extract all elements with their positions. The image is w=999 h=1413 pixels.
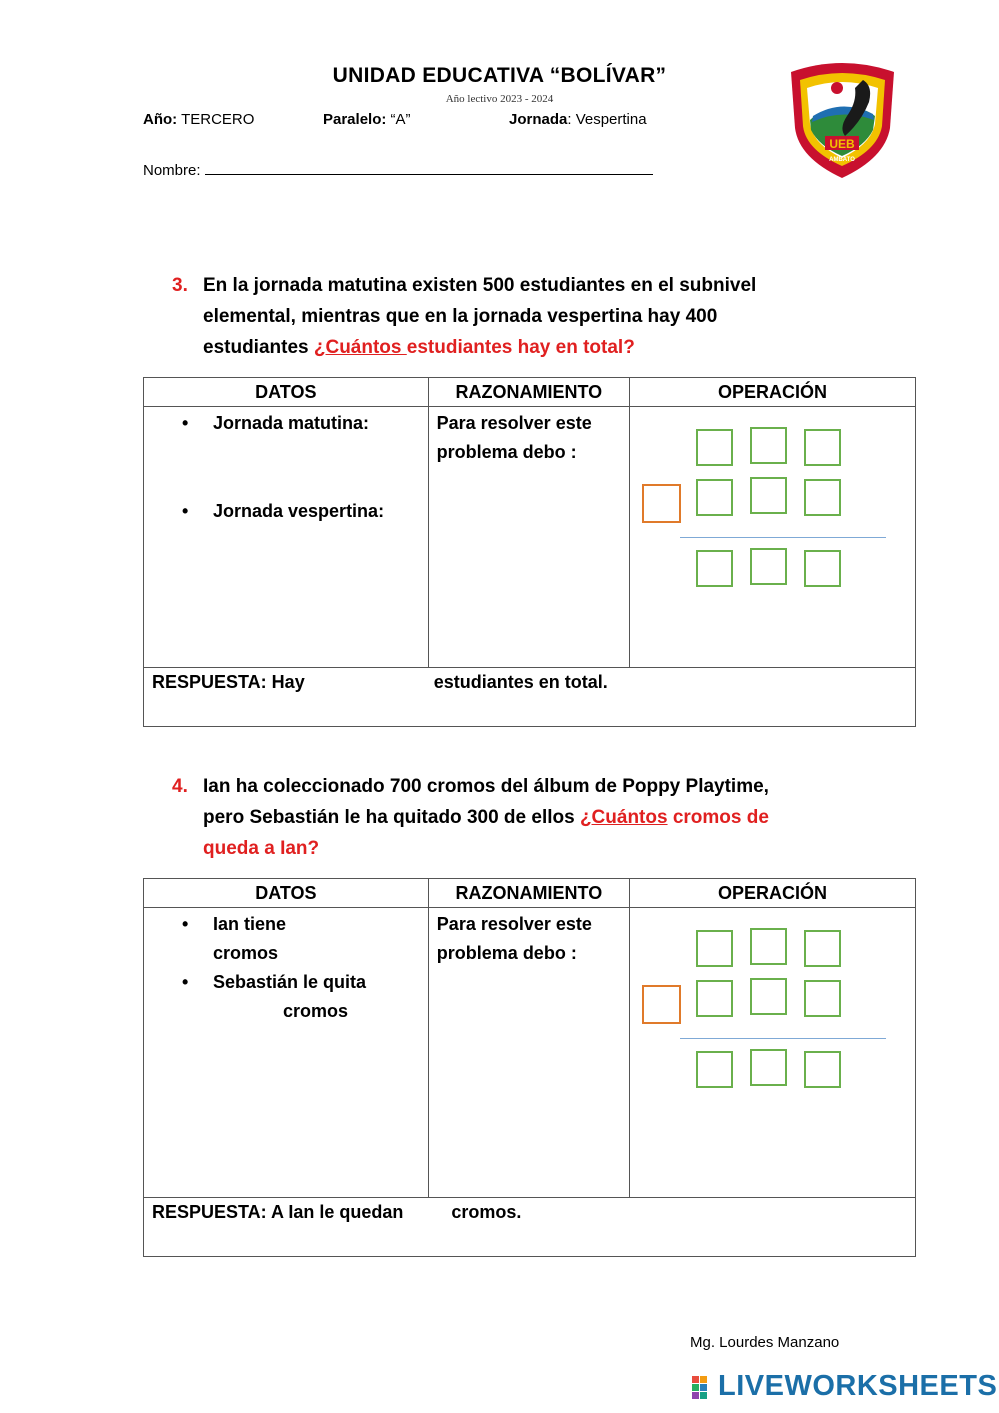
operacion-header: OPERACIÓN — [629, 378, 915, 407]
respuesta-row: RESPUESTA: A Ian le quedan cromos. — [144, 1198, 916, 1257]
liveworksheets-logo-icon — [692, 1372, 716, 1404]
problem-4-statement: 4. Ian ha coleccionado 700 cromos del álbum de Poppy Playtime, pero Sebastián le ha quitado 300 de ellos ¿Cuántos cromos de queda a Ian? — [172, 776, 769, 859]
digit-box[interactable] — [696, 429, 733, 466]
digit-box[interactable] — [750, 477, 787, 514]
result-box[interactable] — [696, 1051, 733, 1088]
digit-box[interactable] — [804, 429, 841, 466]
name-field[interactable]: Nombre: — [143, 160, 653, 179]
datos-item: • Jornada matutina: — [144, 409, 428, 438]
razonamiento-header: RAZONAMIENTO — [428, 879, 629, 908]
razonamiento-cell[interactable]: Para resolver este problema debo : — [428, 908, 629, 1198]
problem-3-statement: 3. En la jornada matutina existen 500 estudiantes en el subnivel elemental, mientras que en la jornada vespertina hay 400 estudiantes ¿Cuántos estudiantes hay en total? — [172, 275, 757, 358]
svg-text:UEB: UEB — [829, 137, 855, 151]
datos-item: • Ian tiene cromos — [144, 910, 428, 968]
digit-box[interactable] — [696, 980, 733, 1017]
digit-box[interactable] — [696, 930, 733, 967]
operacion-cell — [629, 908, 915, 1198]
result-box[interactable] — [750, 1049, 787, 1086]
problem-3-table — [143, 377, 916, 727]
razonamiento-header: RAZONAMIENTO — [428, 378, 629, 407]
datos-cell — [144, 407, 429, 668]
digit-box[interactable] — [750, 928, 787, 965]
operator-box[interactable] — [642, 484, 681, 523]
question-word: ¿Cuántos — [579, 807, 668, 828]
respuesta-row: RESPUESTA: Hay estudiantes en total. — [144, 668, 916, 727]
datos-cell — [144, 908, 429, 1198]
shift-info: Jornada: Vespertina — [509, 111, 647, 128]
addition-boxes — [630, 407, 915, 667]
datos-item: • Sebastián le quita cromos — [144, 968, 428, 1026]
result-box[interactable] — [696, 550, 733, 587]
datos-header: DATOS — [144, 378, 429, 407]
school-year: Año lectivo 2023 - 2024 — [445, 93, 554, 105]
operacion-cell — [629, 407, 915, 668]
operacion-header: OPERACIÓN — [629, 879, 915, 908]
teacher-signature: Mg. Lourdes Manzano — [690, 1334, 840, 1351]
digit-box[interactable] — [804, 980, 841, 1017]
digit-box[interactable] — [804, 930, 841, 967]
grade-info: Año: TERCERO — [143, 111, 255, 128]
difference-line — [680, 1038, 886, 1039]
sum-line — [680, 537, 886, 538]
svg-text:AMBATO: AMBATO — [829, 157, 855, 163]
datos-item: • Jornada vespertina: — [144, 497, 428, 526]
razonamiento-cell[interactable]: Para resolver este problema debo : — [428, 407, 629, 668]
result-box[interactable] — [804, 550, 841, 587]
datos-header: DATOS — [144, 879, 429, 908]
digit-box[interactable] — [696, 479, 733, 516]
operator-box[interactable] — [642, 985, 681, 1024]
section-info: Paralelo: “A” — [323, 111, 411, 128]
problem-4-table — [143, 878, 916, 1257]
school-shield-logo — [785, 58, 900, 180]
digit-box[interactable] — [804, 479, 841, 516]
name-line[interactable] — [205, 160, 653, 175]
question-word: ¿Cuántos — [313, 337, 407, 358]
digit-box[interactable] — [750, 427, 787, 464]
digit-box[interactable] — [750, 978, 787, 1015]
result-box[interactable] — [804, 1051, 841, 1088]
school-title: UNIDAD EDUCATIVA “BOLÍVAR” — [332, 64, 667, 87]
liveworksheets-brand[interactable]: LIVEWORKSHEETS — [718, 1370, 998, 1402]
subtraction-boxes — [630, 908, 915, 1168]
result-box[interactable] — [750, 548, 787, 585]
